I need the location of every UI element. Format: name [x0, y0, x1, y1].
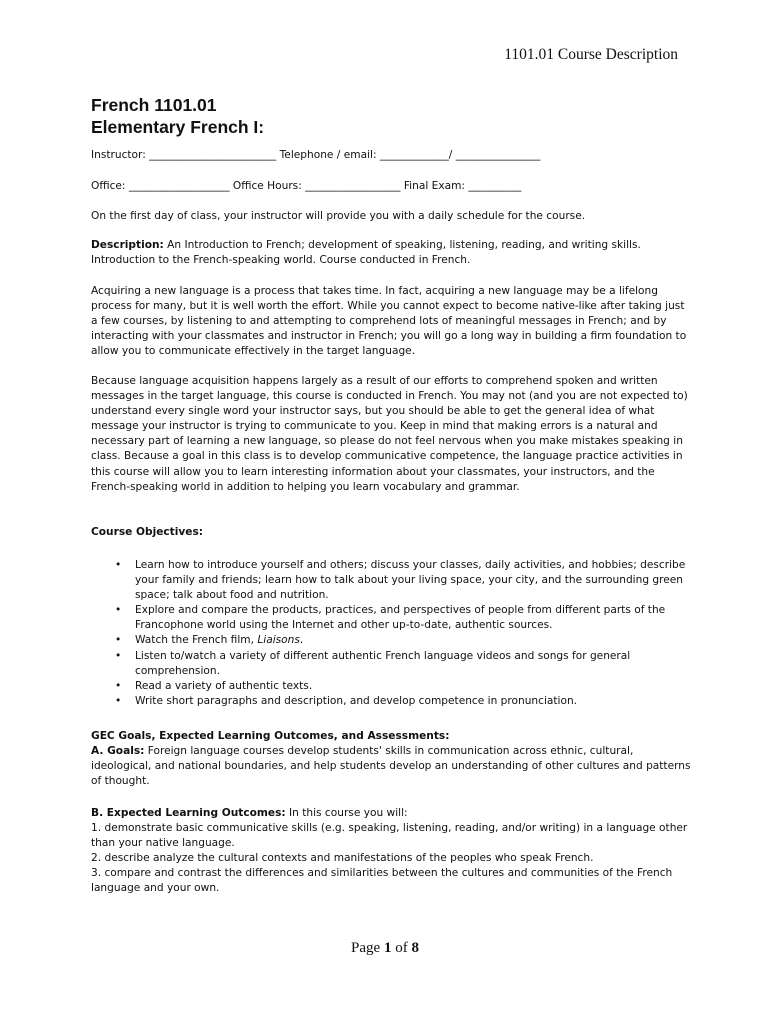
description-label: Description:: [91, 239, 164, 251]
instructor-line: Instructor: ________________________ Telephone / email: _____________/ ________________: [91, 149, 541, 161]
bullet-icon: •: [115, 649, 122, 662]
bullet-icon: •: [115, 694, 122, 707]
list-item: • Learn how to introduce yourself and others; discuss your classes, daily activities, and hobbies; describe your family and friends; learn how to talk about your living space, your city, and the surrounding green space; talk about food and nutrition.: [115, 559, 686, 602]
total-pages: 8: [411, 940, 419, 956]
course-title: [91, 94, 264, 138]
bullet-icon: •: [115, 679, 122, 692]
description-text: An Introduction to French; development of speaking, listening, reading, and writing skills. Introduction to the French-speaking world. Course conducted in French.: [91, 239, 641, 267]
course-title-line1: French 1101.01: [91, 95, 217, 115]
outcomes-text: In this course you will:: [285, 807, 408, 819]
bullet-icon: •: [115, 559, 122, 571]
film-title: Liaisons: [257, 634, 300, 647]
list-item: • Listen to/watch a variety of different authentic French language videos and songs for general comprehension.: [115, 649, 631, 677]
paragraph-acquiring: Acquiring a new language is a process that takes time. In fact, acquiring a new language may be a lifelong process for many, but it is well worth the effort. While you cannot expect to become native-like after taking just a few courses, by listening to and attempting to comprehend lots of meaningful messages in French; and by interacting with your classmates and instructor in French; you will go a long way in building a firm foundation to allow you to communicate effectively in the target language.: [91, 285, 687, 358]
outcomes-section: [91, 806, 691, 897]
page-footer: Page 1 of 8: [351, 940, 419, 956]
course-title-line2: Elementary French I:: [91, 117, 265, 137]
bullet-icon: •: [115, 604, 122, 617]
outcomes-label: B. Expected Learning Outcomes:: [91, 807, 286, 819]
outcome-2: 2. describe analyze the cultural contexts and manifestations of the peoples who speak French.: [91, 852, 594, 865]
outcome-1: 1. demonstrate basic communicative skills (e.g. speaking, listening, reading, and/or writing) in a language other than your native language.: [91, 822, 688, 850]
paragraph-acquisition: Because language acquisition happens largely as a result of our efforts to comprehend spoken and written messages in the target language, this course is conducted in French. You may not (and you are not expected to) understand every single word your instructor says, but you should be able to get the general idea of what message your instructor is trying to communicate to you. Keep in mind that making errors is a natural and necessary part of learning a new language, so please do not feel nervous when you make mistakes speaking in class. Because a goal in this class is to develop communicative competence, the language practice activities in this course will allow you to learn interesting information about your classmates, your instructors, and the French-speaking world in addition to helping you learn vocabulary and grammar.: [91, 375, 688, 493]
objectives-list: [91, 558, 691, 709]
list-item: • Watch the French film, Liaisons.: [91, 633, 691, 648]
gec-section: [91, 729, 691, 789]
description-paragraph: [91, 238, 691, 268]
office-line: Office: ___________________ Office Hours: __________________ Final Exam: __________: [91, 180, 522, 192]
intro-paragraph: On the first day of class, your instructor will provide you with a daily schedule for the course.: [91, 210, 586, 222]
page-header: 1101.01 Course Description: [504, 46, 678, 63]
bullet-icon: •: [115, 634, 122, 647]
current-page: 1: [383, 940, 392, 956]
list-item: • Explore and compare the products, practices, and perspectives of people from different parts of the Francophone world using the Internet and other up-to-date, authentic sources.: [115, 604, 666, 632]
list-item: • Read a variety of authentic texts.: [91, 679, 691, 694]
goals-text: Foreign language courses develop students' skills in communication across ethnic, cultural, ideological, and national boundaries, and help students develop an understanding of other cultures and patterns of thought.: [91, 745, 691, 788]
objectives-heading: Course Objectives:: [91, 526, 204, 538]
outcome-3: 3. compare and contrast the differences and similarities between the cultures and communities of the French language and your own.: [91, 867, 673, 895]
list-item: • Write short paragraphs and description, and develop competence in pronunciation.: [91, 694, 691, 709]
gec-heading: GEC Goals, Expected Learning Outcomes, and Assessments:: [91, 730, 450, 742]
goals-label: A. Goals:: [91, 745, 145, 758]
